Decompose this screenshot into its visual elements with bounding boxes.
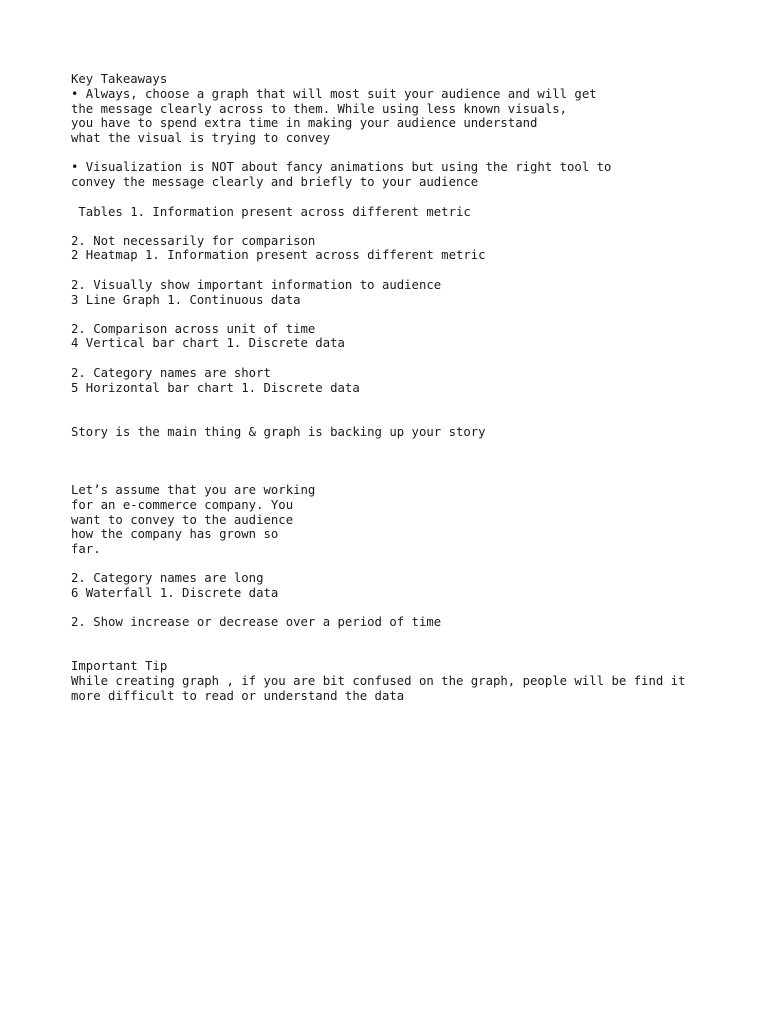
example-line-4: how the company has grown so [71,527,279,541]
takeaway-bullet-1-line-3: you have to spend extra time in making your audience understand [71,116,538,130]
example-line-2: for an e-commerce company. You [71,498,294,512]
chart-table-cont-line-1: 2. Category names are long [71,571,264,585]
chart-table-cont-line-2: 6 Waterfall 1. Discrete data [71,586,279,600]
takeaway-bullet-1-line-4: what the visual is trying to convey [71,131,331,145]
takeaway-bullet-1-line-1: • Always, choose a graph that will most suit your audience and will get [71,87,597,101]
chart-table-line-8: 2. Category names are short [71,366,271,380]
chart-table-line-3: 2 Heatmap 1. Information present across different metric [71,248,486,262]
takeaway-bullet-2-line-2: convey the message clearly and briefly to your audience [71,175,479,189]
takeaway-bullet-1-line-2: the message clearly across to them. While using less known visuals, [71,102,568,116]
chart-table-line-1: Tables 1. Information present across different metric [71,205,471,219]
example-line-5: far. [71,542,101,556]
chart-table-line-2: 2. Not necessarily for comparison [71,234,316,248]
chart-table-cont-line-3: 2. Show increase or decrease over a period of time [71,615,442,629]
chart-table-line-4: 2. Visually show important information to audience [71,278,442,292]
chart-table-line-9: 5 Horizontal bar chart 1. Discrete data [71,381,360,395]
chart-table-line-5: 3 Line Graph 1. Continuous data [71,293,301,307]
important-tip-heading: Important Tip [71,659,168,673]
takeaway-bullet-2-line-1: • Visualization is NOT about fancy animations but using the right tool to [71,160,612,174]
important-tip-line-2: more difficult to read or understand the data [71,689,405,703]
chart-table-line-6: 2. Comparison across unit of time [71,322,316,336]
example-line-1: Let’s assume that you are working [71,483,316,497]
example-line-3: want to convey to the audience [71,513,294,527]
chart-table-line-7: 4 Vertical bar chart 1. Discrete data [71,336,345,350]
key-takeaways-heading: Key Takeaways [71,72,168,86]
important-tip-line-1: While creating graph , if you are bit confused on the graph, people will be find it [71,674,686,688]
story-statement: Story is the main thing & graph is backing up your story [71,425,486,439]
